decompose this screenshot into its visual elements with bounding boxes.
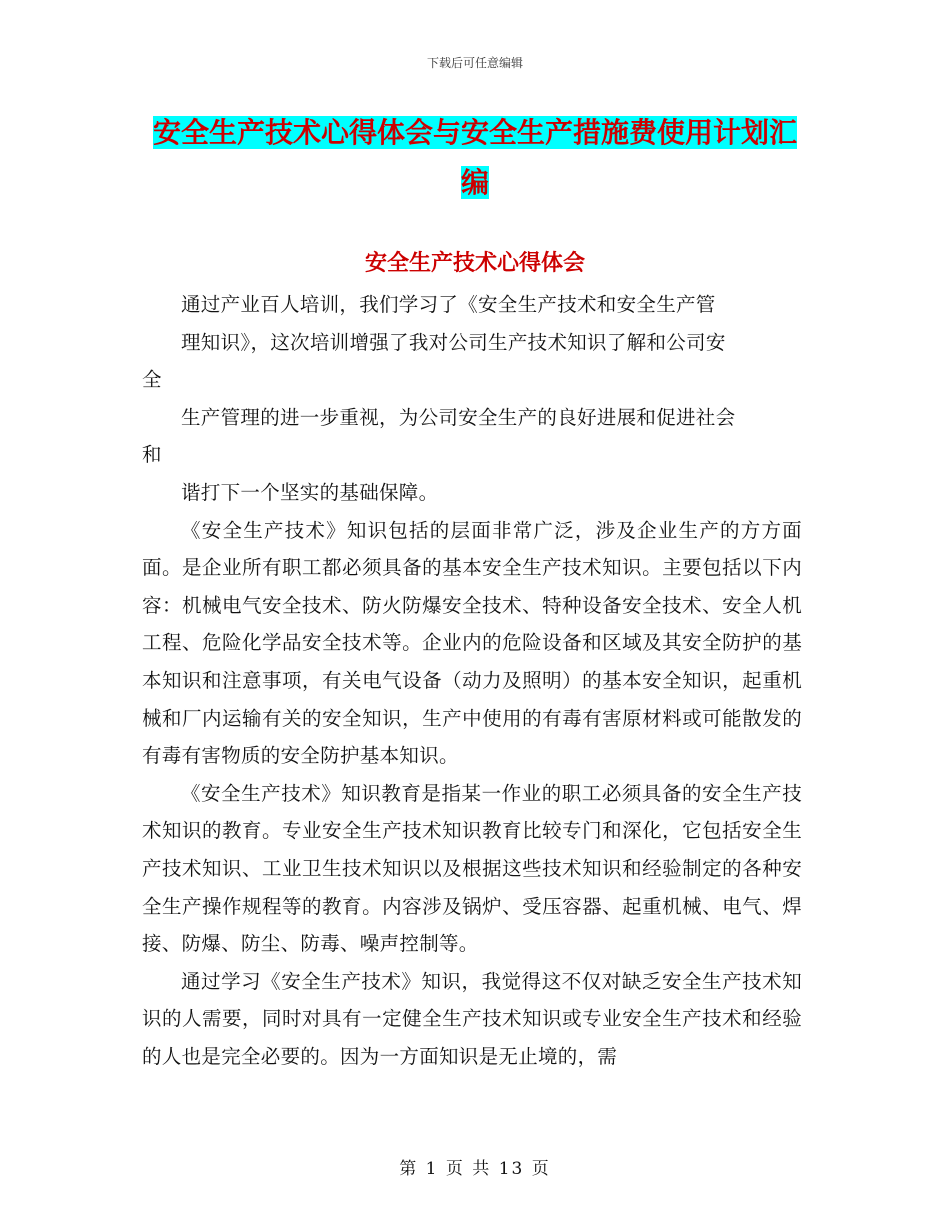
- document-title-line1: 安全生产技术心得体会与安全生产措施费使用计划汇: [152, 116, 797, 149]
- paragraph-2: 《安全生产技术》知识包括的层面非常广泛，涉及企业生产的方方面面。是企业所有职工都必须具备的基本安全生产技术知识。主要包括以下内容：机械电气安全技术、防火防爆安全技术、特种设备安全技术、安全人机工程、危险化学品安全技术等。企业内的危险设备和区域及其安全防护的基本知识和注意事项，有关电气设备（动力及照明）的基本安全知识，起重机械和厂内运输有关的安全知识，生产中使用的有毒有害原材料或可能散发的有毒有害物质的安全防护基本知识。: [142, 518, 802, 768]
- section-title: 安全生产技术心得体会: [364, 251, 585, 276]
- document-title-line2: 编: [460, 166, 489, 199]
- document-title: [140, 108, 810, 208]
- header-note: 下载后可任意编辑: [426, 56, 523, 70]
- paragraph-3: 《安全生产技术》知识教育是指某一作业的职工必须具备的安全生产技术知识的教育。专业安全生产技术知识教育比较专门和深化，它包括安全生产技术知识、工业卫生技术知识以及根据这些技术知识和经验制定的各种安全生产操作规程等的教育。内容涉及锅炉、受压容器、起重机械、电气、焊接、防爆、防尘、防毒、噪声控制等。: [142, 781, 802, 956]
- paragraph-1-line-3: 全: [142, 368, 162, 392]
- paragraph-1-line-2: 理知识》，这次培训增强了我对公司生产技术知识了解和公司安: [181, 330, 726, 354]
- page-number-footer: 第 1 页 共 13 页: [399, 1159, 551, 1179]
- paragraph-1-line-5: 和: [142, 443, 162, 467]
- paragraph-1-line-1: 通过产业百人培训，我们学习了《安全生产技术和安全生产管: [181, 293, 716, 316]
- paragraph-4: 通过学习《安全生产技术》知识，我觉得这不仅对缺乏安全生产技术知识的人需要，同时对具有一定健全生产技术知识或专业安全生产技术和经验的人也是完全必要的。因为一方面知识是无止境的，需: [142, 969, 802, 1068]
- paragraph-1-line-4: 生产管理的进一步重视，为公司安全生产的良好进展和促进社会: [181, 405, 736, 429]
- paragraph-1-line-6: 谐打下一个坚实的基础保障。: [181, 480, 439, 504]
- document-body: [142, 286, 802, 1075]
